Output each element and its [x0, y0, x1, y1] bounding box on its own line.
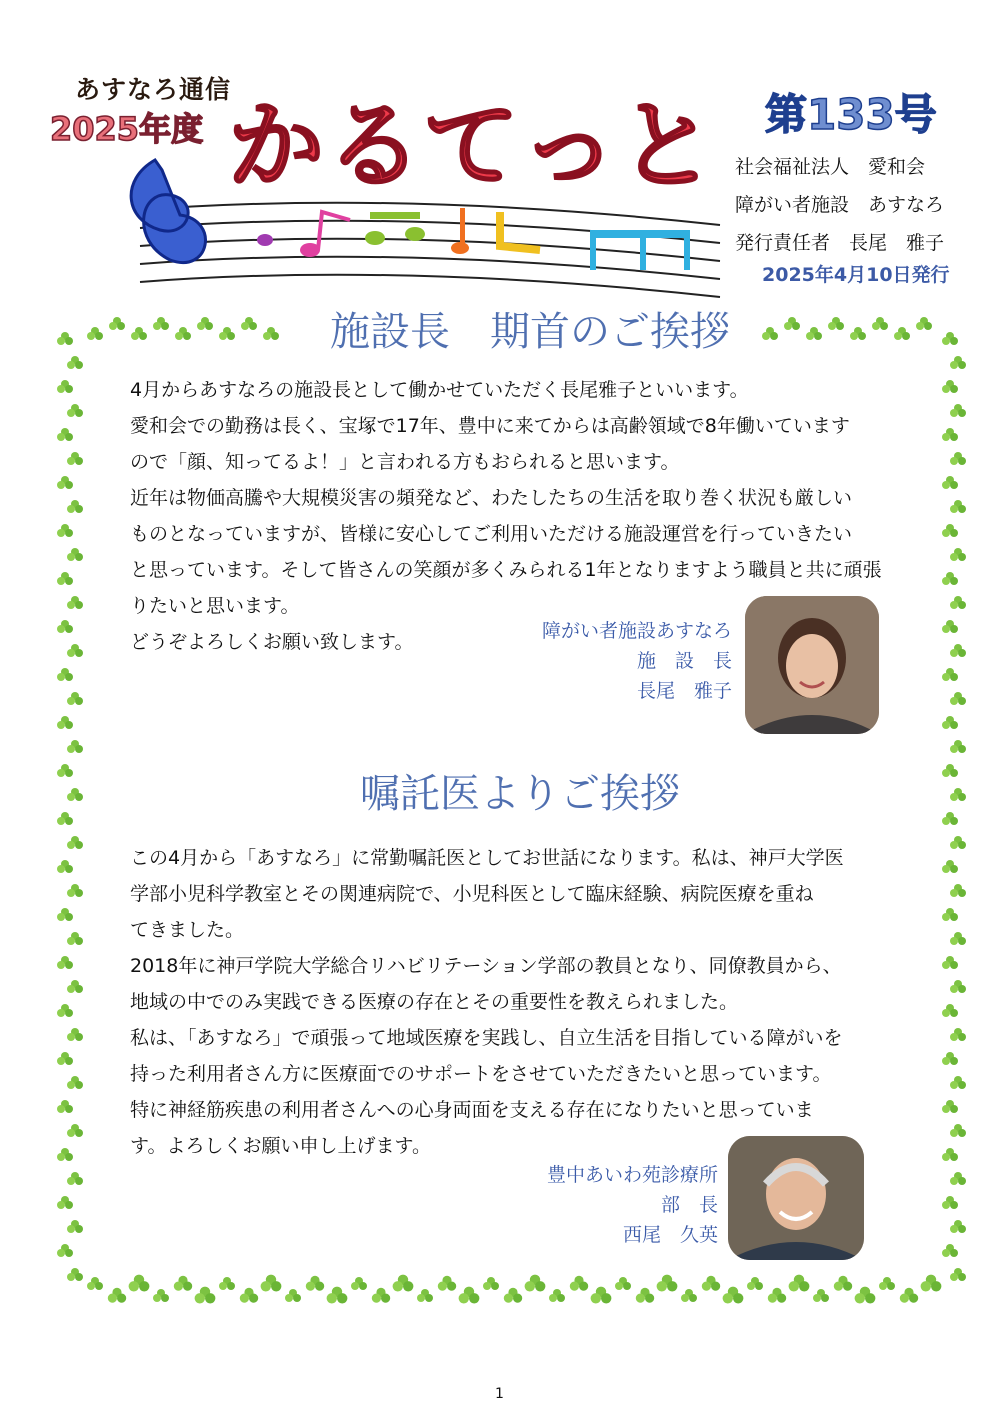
section1-line: 近年は物価高騰や大規模災害の頻発など、わたしたちの生活を取り巻く状況も厳しい	[130, 487, 853, 509]
section2-line: この4月から「あすなろ」に常勤嘱託医としてお世話になります。私は、神戸大学医	[130, 847, 844, 869]
signature-role: 施 設 長	[636, 650, 732, 672]
section2-line: 特に神経筋疾患の利用者さんへの心身両面を支える存在になりたいと思っていま	[130, 1099, 814, 1121]
section1-line: と思っています。そして皆さんの笑顔が多くみられる1年となりますよう職員と共に頑張	[130, 559, 882, 581]
signature-name: 西尾 久英	[622, 1224, 718, 1246]
section2-line: 持った利用者さん方に医療面でのサポートをさせていただきたいと思っています。	[130, 1063, 832, 1085]
section1-line: 愛和会での勤務は長く、宝塚で17年、豊中に来てからは高齢領域で8年働いています	[130, 415, 850, 437]
org-line-2: 障がい者施設 あすなろ	[735, 194, 945, 216]
director-photo	[745, 596, 879, 734]
section2-line: 学部小児科学教室とその関連病院で、小児科医として臨床経験、病院医療を重ね	[130, 883, 814, 905]
section2-line: 2018年に神戸学院大学総合リハビリテーション学部の教員となり、同僚教員から、	[130, 955, 842, 977]
section1-line: どうぞよろしくお願い致します。	[130, 631, 414, 653]
section2-body	[130, 840, 890, 1164]
section2-line: 地域の中でのみ実践できる医療の存在とその重要性を教えられました。	[130, 991, 739, 1013]
fiscal-year: 2025年度	[50, 110, 204, 148]
newsletter-title: かるてっと	[228, 89, 718, 202]
org-line-1: 社会福祉法人 愛和会	[735, 156, 926, 178]
doctor-photo	[728, 1136, 864, 1260]
section1-heading: 施設長 期首のご挨拶	[330, 309, 730, 355]
newsletter-series: あすなろ通信	[75, 75, 232, 104]
music-staff-illustration	[100, 150, 725, 300]
section1-line: ものとなっていますが、皆様に安心してご利用いただける施設運営を行っていきたい	[130, 523, 853, 545]
section1-line: 4月からあすなろの施設長として働かせていただく長尾雅子といいます。	[130, 379, 749, 401]
issue-date: 2025年4月10日発行	[762, 264, 950, 286]
section2-line: す。よろしくお願い申し上げます。	[130, 1135, 431, 1157]
section1-line: ので「顔、知ってるよ！」と言われる方もおられると思います。	[130, 451, 680, 473]
section2-line: 私は、「あすなろ」で頑張って地域医療を実践し、自立生活を目指している障がいを	[130, 1027, 843, 1049]
signature-org: 豊中あいわ苑診療所	[546, 1164, 718, 1186]
signature-name: 長尾 雅子	[636, 680, 732, 702]
section2-line: てきました。	[130, 919, 245, 941]
treble-clef-icon	[131, 160, 205, 263]
section1-line: りたいと思います。	[130, 595, 300, 617]
section2-heading: 嘱託医よりご挨拶	[360, 771, 680, 817]
page-number: 1	[495, 1386, 504, 1402]
org-line-3: 発行責任者 長尾 雅子	[735, 232, 945, 254]
signature-org: 障がい者施設あすなろ	[541, 620, 732, 642]
section2-signature	[480, 1160, 718, 1250]
signature-role: 部 長	[660, 1194, 718, 1216]
section1-signature	[500, 616, 732, 706]
issue-number: 第133号	[765, 90, 937, 139]
